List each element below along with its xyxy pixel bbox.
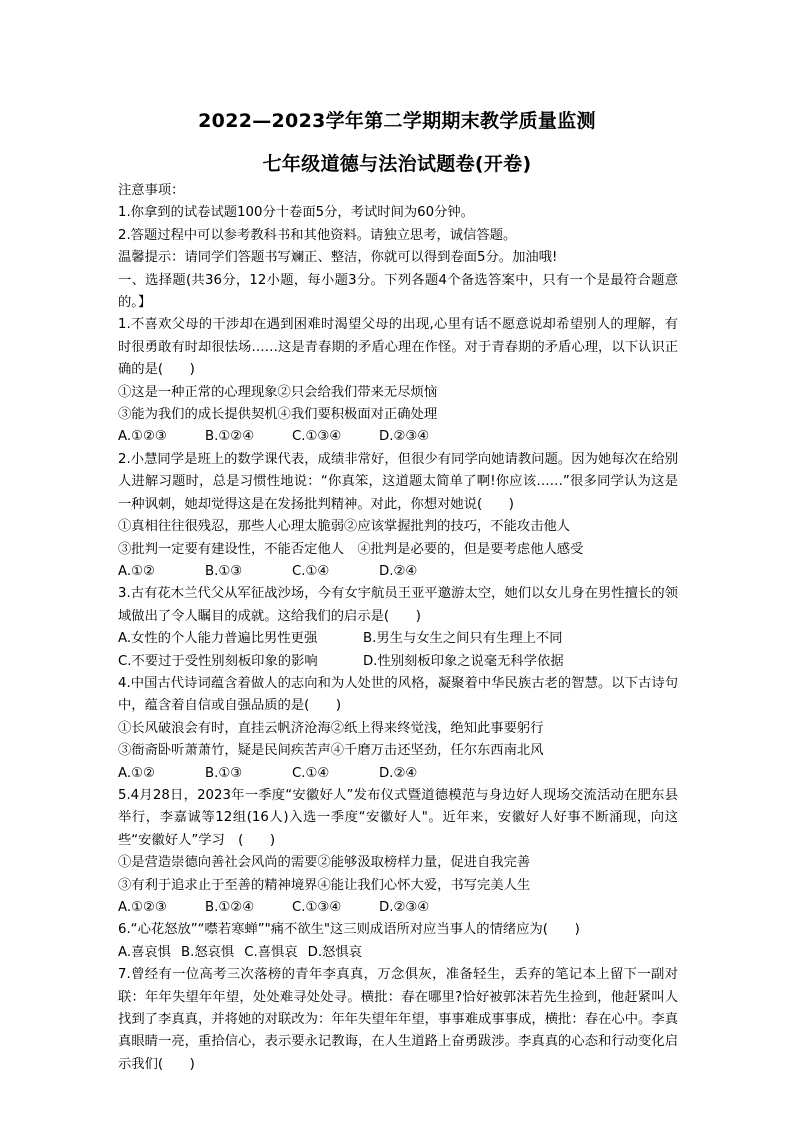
option-c[interactable]: C.①④ (292, 563, 330, 579)
option-b[interactable]: B.①②④ (205, 900, 255, 915)
question-statement: ①这是一种正常的心理现象②只会给我们带来无尽烦恼 (118, 384, 438, 400)
option-a[interactable]: A.女性的个人能力普遍比男性更强 (118, 631, 318, 647)
option-d[interactable]: D.②④ (379, 765, 418, 781)
option-b[interactable]: B.怒哀惧 (180, 944, 235, 960)
option-d[interactable]: D.怒惧哀 (307, 944, 362, 960)
option-c[interactable]: C.①③④ (292, 900, 342, 915)
option-b[interactable]: B.男生与女生之间只有生理上不同 (363, 631, 563, 647)
question-options (118, 651, 678, 673)
option-a[interactable]: A.喜哀惧 (118, 944, 171, 960)
question-options (118, 426, 678, 448)
question-options (118, 561, 678, 583)
question-statement: ③有利于追求止于至善的精神境界④能让我们心怀大爱，书写完美人生 (118, 877, 531, 893)
option-c[interactable]: C.①④ (292, 765, 330, 781)
notes-item: 1.你拿到的试卷试题100分十卷面5分，考试时间为60分钟。 (118, 205, 474, 221)
option-b[interactable]: B.①③ (205, 563, 243, 579)
section-heading: 一、选择题(共36分，12小题，每小题3分。下列各题4个备选答案中，只有一个是最符合题意的。】 (118, 272, 678, 311)
question-options (118, 763, 678, 785)
question-stem: 3.古有花木兰代父从军征战沙场，今有女宇航员王亚平邀游太空，她们以女儿身在男性擅长的领域做出了令人瞩目的成就。这给我们的启示是( ) (118, 586, 678, 624)
question-stem: 6.“心花怒放”“噤若寒蝉”"痛不欲生"这三则成语所对应当事人的情绪应为( ) (118, 922, 580, 938)
option-a[interactable]: A.①② (118, 563, 155, 579)
question-statement: ①真相往往很残忍，那些人心理太脆弱②应该掌握批判的技巧，不能攻击他人 (118, 519, 571, 535)
exam-content (118, 180, 678, 1076)
option-d[interactable]: D.②③④ (379, 429, 430, 445)
exam-subtitle: 七年级道德与法治试题卷(开卷) (262, 153, 532, 175)
option-c[interactable]: C.喜惧哀 (244, 944, 298, 960)
question-stem: 4.中国古代诗词蕴含着做人的志向和为人处世的风格，凝聚着中华民族古老的智慧。以下古诗句中，蕴含着自信或自强品质的是( ) (118, 675, 678, 714)
option-c[interactable]: C.①③④ (292, 429, 342, 445)
question-stem: 7.曾经有一位高考三次落榜的青年李真真，万念俱灰，准备轻生，丢弃的笔记本上留下一副对联：年年失望年年望，处处难寻处处寻。横批：春在哪里?恰好被郭沫若先生捡到，他赶紧叫人找到了李真真，并将她的对联改为：年年失望年年望，事事难成事事成，横批：春在心中。李真真眼睛一亮，重拾信心，表示要永记教诲，在人生道路上奋勇跋涉。李真真的心态和行动变化启示我们( ) (118, 967, 678, 1072)
option-c[interactable]: C.不要过于受性别刻板印象的影响 (118, 653, 318, 669)
option-b[interactable]: B.①③ (205, 765, 243, 781)
question-statement: ③批判一定要有建设性，不能否定他人 ④批判是必要的，但是要考虑他人感受 (118, 541, 584, 557)
question-statement: ③能为我们的成长提供契机④我们要积极面对正确处理 (118, 407, 438, 423)
option-a[interactable]: A.①②③ (118, 429, 167, 445)
question-stem: 2.小慧同学是班上的数学课代表，成绩非常好，但很少有同学向她请教问题。因为她每次在给别人进解习题时，总是习惯性地说：“你真笨，这道题太简单了啊!你应该……”很多同学认为这是一种讽刺，她却觉得这是在发扬批判精神。对此，你想对她说( ) (118, 451, 678, 512)
question-statement: ①是营造崇德向善社会风尚的需要②能够汲取榜样力量，促进自我完善 (118, 855, 531, 871)
question-options (118, 942, 678, 964)
option-d[interactable]: D.②④ (379, 563, 418, 579)
option-d[interactable]: D.②③④ (379, 900, 430, 915)
question-stem: 5.4月28日，2023年一季度“安徽好人”发布仪式暨道德模范与身边好人现场交流活动在肥东县举行，李嘉诚等12组(16人)入选一季度“安徽好人"。近年来，安徽好人好事不断涌现，向这些“安徽好人”学习 ( ) (118, 787, 678, 848)
option-a[interactable]: A.①② (118, 765, 155, 781)
option-a[interactable]: A.①②③ (118, 900, 167, 915)
notes-item: 温馨提示：请同学们答题书写斓正、整洁，你就可以得到卷面5分。加油哦! (118, 250, 558, 266)
question-stem: 1.不喜欢父母的干涉却在遇到困难时渴望父母的出现,心里有话不愿意说却希望别人的理解，有时很勇敢有时却很怯场……这是青春期的矛盾心理在作怪。对于青春期的矛盾心理，以下认识正确的是( ) (118, 317, 678, 378)
option-b[interactable]: B.①②④ (205, 429, 255, 445)
notes-item: 2.答题过程中可以参考教科书和其他资料。请独立思考，诚信答题。 (118, 227, 517, 243)
exam-title: 2022—2023学年第二学期期末教学质量监测 (198, 110, 596, 132)
question-options (118, 628, 678, 650)
question-options (118, 897, 678, 919)
option-d[interactable]: D.性别刻板印象之说毫无科学依据 (363, 653, 564, 669)
question-statement: ③衙斋卧听萧萧竹，疑是民间疾苦声④千磨万击还坚劲，任尔东西南北风 (118, 743, 544, 759)
question-statement: ①长风破浪会有时，直挂云帆济沧海②纸上得来终觉浅，绝知此事要躬行 (118, 720, 544, 736)
notes-heading: 注意事项： (118, 183, 185, 198)
